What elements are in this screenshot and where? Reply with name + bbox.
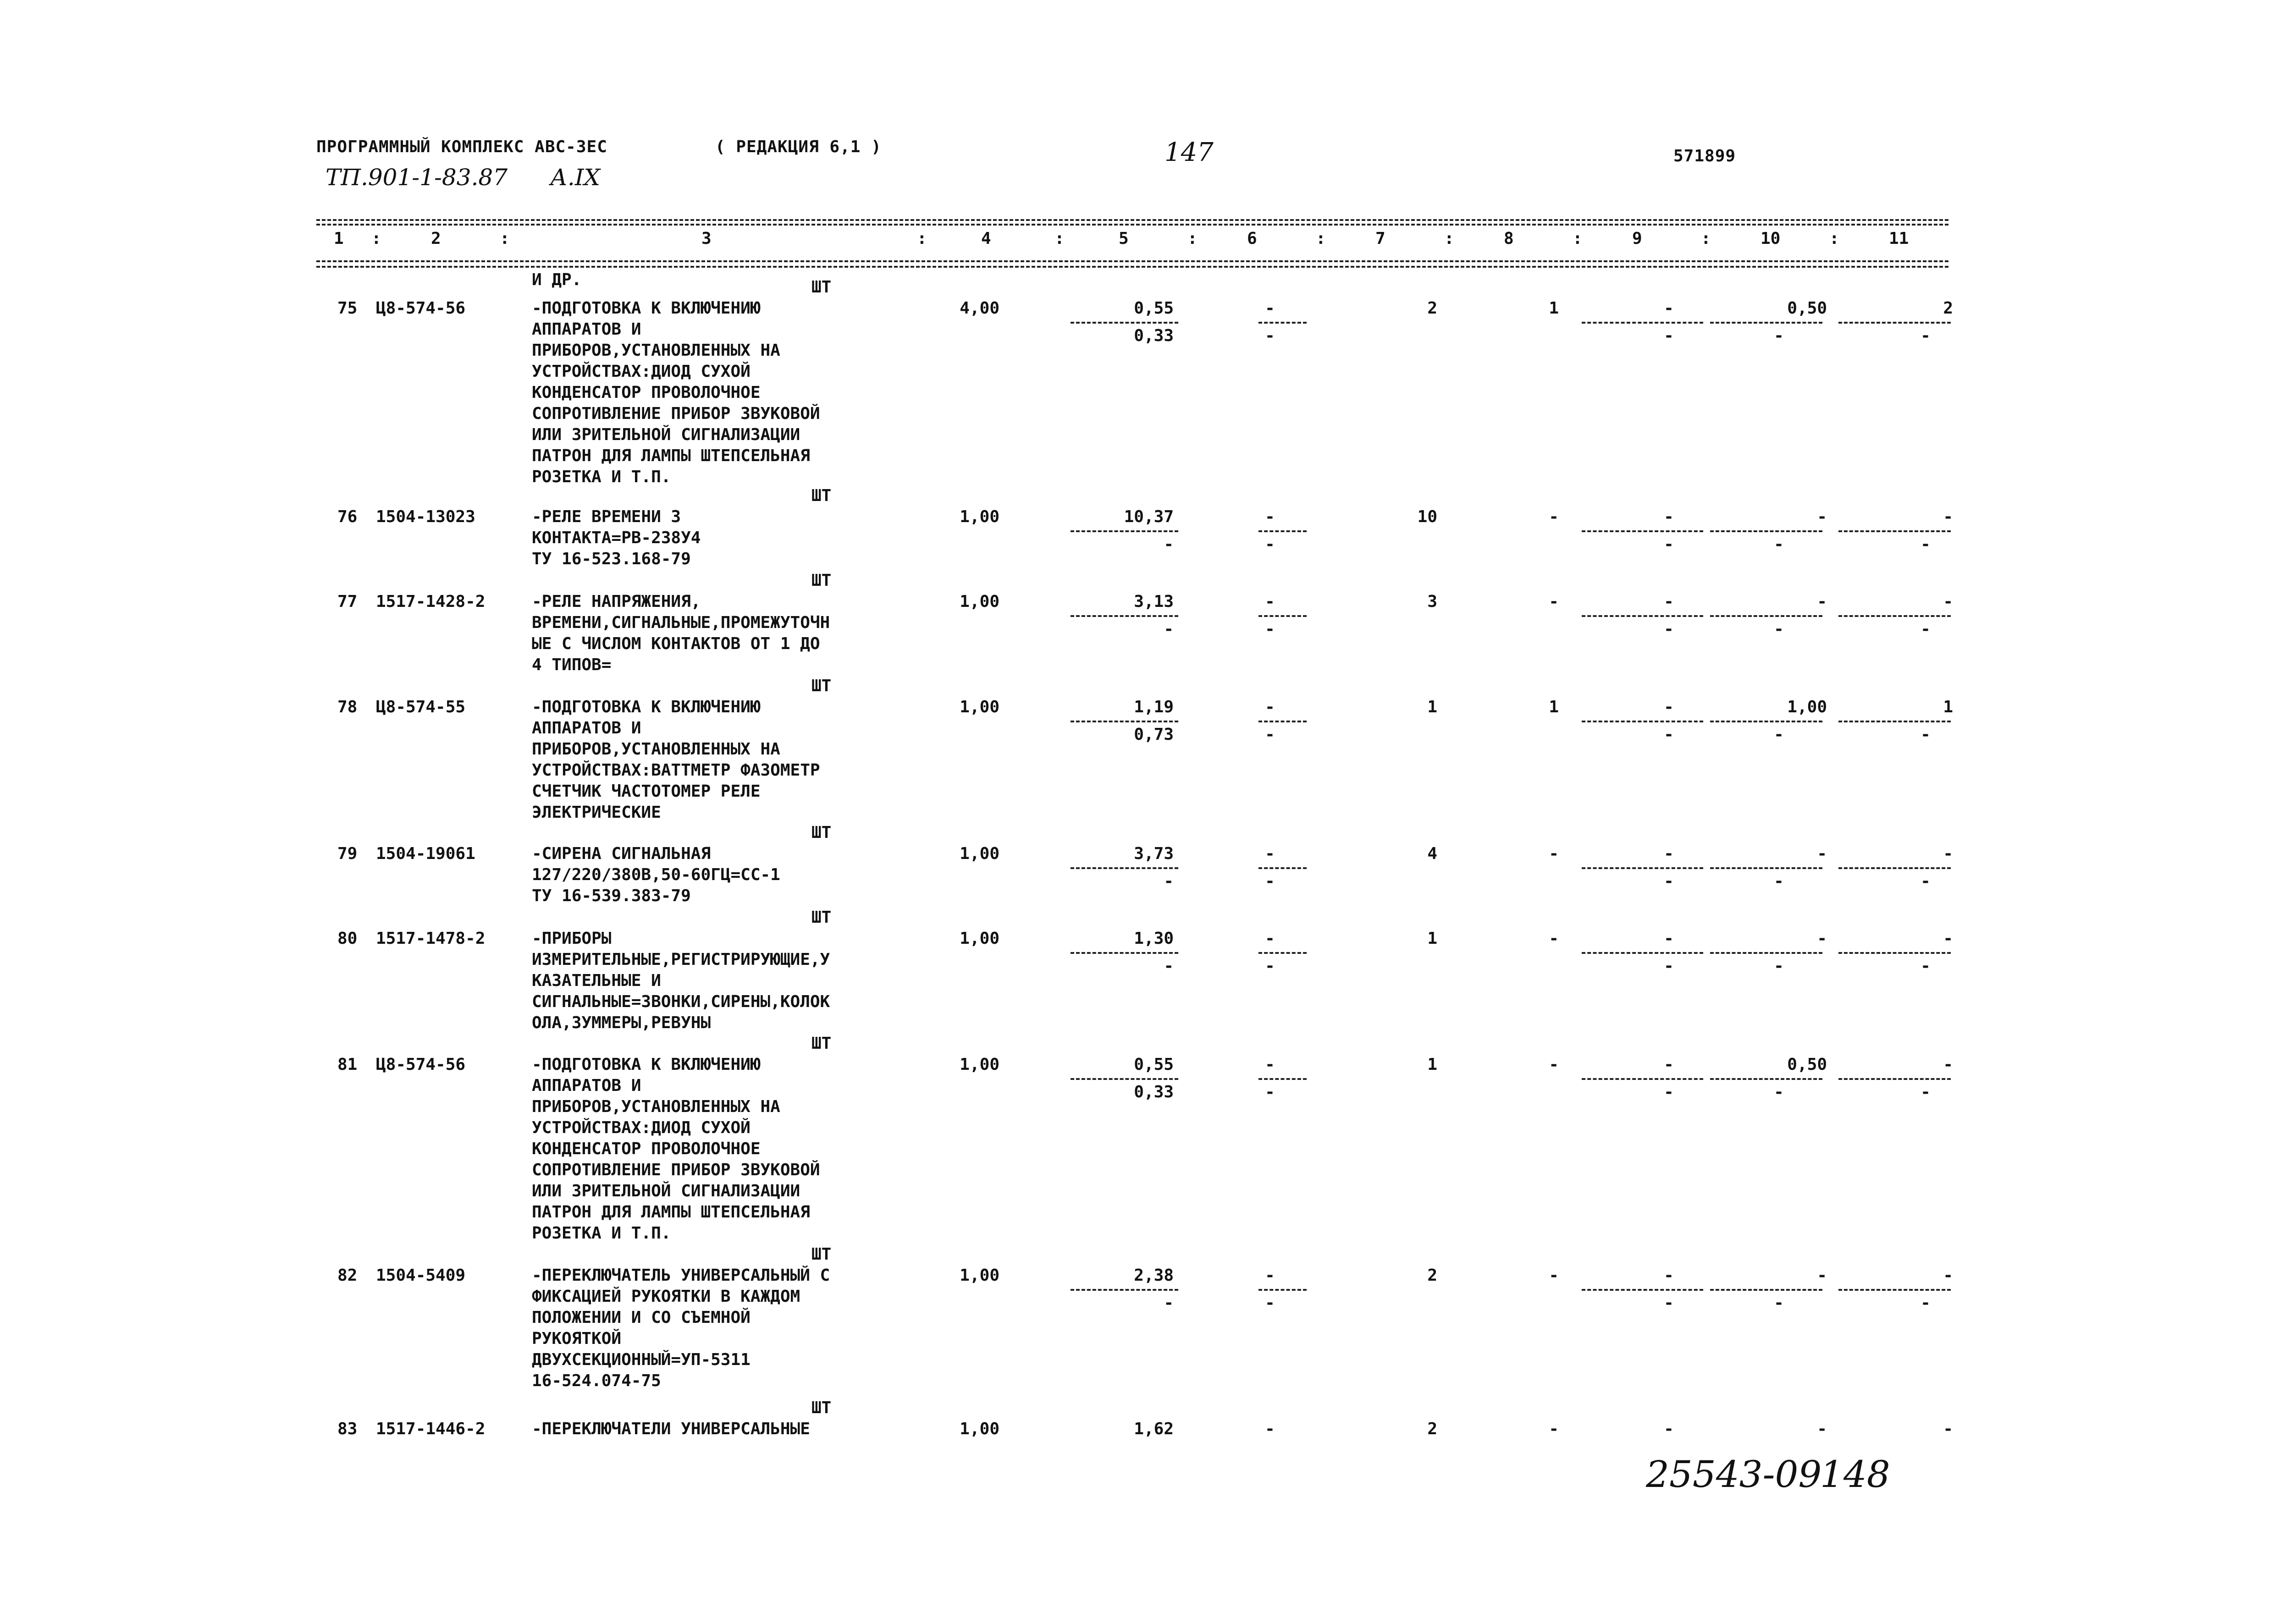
cell-divider-rule (1838, 1289, 1951, 1291)
cell-divider-rule (1071, 721, 1178, 722)
cell-c5b: - (1164, 956, 1174, 975)
cell-c6a: - (1265, 844, 1275, 863)
row-code: Ц8-574-56 (376, 1055, 466, 1074)
cell-c5a: 10,37 (1124, 507, 1174, 526)
cell-divider-rule (1838, 721, 1951, 722)
cell-c5b: - (1164, 619, 1174, 639)
cell-c6a: - (1265, 299, 1275, 318)
cell-c9b: - (1664, 534, 1674, 554)
cell-c6b: - (1265, 956, 1275, 975)
cell-divider-rule (1838, 1078, 1951, 1080)
cell-c10b: - (1774, 326, 1784, 345)
header-rule-bottom (316, 260, 1948, 262)
row-number: 83 (337, 1420, 358, 1438)
cell-c10b: - (1774, 619, 1784, 639)
cell-c6b: - (1265, 1082, 1275, 1101)
row-number: 76 (337, 507, 358, 526)
cell-c8: - (1549, 592, 1559, 611)
cell-c4: 1,00 (960, 592, 999, 611)
cell-c6b: - (1265, 326, 1275, 345)
column-number-11: 11 (1889, 229, 1909, 248)
cell-divider-rule (1582, 952, 1703, 954)
column-separator: : (1701, 229, 1711, 248)
cell-divider-rule (1710, 721, 1822, 722)
cell-c6b: - (1265, 534, 1275, 554)
cell-c5b: - (1164, 1293, 1174, 1312)
cell-c10a: 0,50 (1787, 1055, 1827, 1074)
page-number: 147 (1165, 138, 1214, 167)
row-number: 77 (337, 592, 358, 611)
column-separator: : (500, 229, 510, 248)
column-number-2: 2 (431, 229, 441, 248)
cell-c11b: - (1921, 725, 1931, 744)
cell-divider-rule (1838, 530, 1951, 532)
cell-divider-rule (1582, 867, 1703, 869)
cell-c4: 4,00 (960, 299, 999, 318)
cell-c6b: - (1265, 1293, 1275, 1312)
row-description: -СИРЕНА СИГНАЛЬНАЯ 127/220/380В,50-60ГЦ=СС-1 ТУ 16-539.383-79 (532, 844, 780, 905)
cell-divider-rule (1710, 867, 1822, 869)
column-separator: : (1573, 229, 1583, 248)
header-rule-top-2 (316, 224, 1948, 226)
cell-divider-rule (1582, 721, 1703, 722)
cell-c11b: - (1921, 534, 1931, 554)
column-number-8: 8 (1504, 229, 1514, 248)
cell-c7: 3 (1427, 592, 1437, 611)
column-number-4: 4 (981, 229, 991, 248)
cell-c10b: - (1774, 956, 1784, 975)
cell-divider-rule (1582, 530, 1703, 532)
cell-c11a: - (1943, 1055, 1953, 1074)
cell-c6a: - (1265, 929, 1275, 948)
cell-c11a: - (1943, 592, 1953, 611)
cell-c11b: - (1921, 1293, 1931, 1312)
row-code: 1504-13023 (376, 507, 475, 526)
cell-c5b: - (1164, 534, 1174, 554)
cell-divider-rule (1710, 1289, 1822, 1291)
column-separator: : (1054, 229, 1065, 248)
cell-divider-rule (1710, 530, 1822, 532)
cell-c9b: - (1664, 871, 1674, 891)
row-number: 82 (337, 1266, 358, 1285)
cell-c6b: - (1265, 725, 1275, 744)
cell-c10a: - (1817, 929, 1827, 948)
cell-c5a: 1,62 (1134, 1420, 1174, 1438)
cell-c5a: 3,13 (1134, 592, 1174, 611)
row-code: 1517-1478-2 (376, 929, 486, 948)
program-title: ПРОГРАММНЫЙ КОМПЛЕКС АВС-ЗЕС (316, 138, 607, 156)
cell-c11a: - (1943, 844, 1953, 863)
cell-c11b: - (1921, 956, 1931, 975)
cell-c8: - (1549, 1266, 1559, 1285)
cell-c8: - (1549, 507, 1559, 526)
cell-divider-rule (1710, 952, 1822, 954)
cell-c11a: - (1943, 1266, 1953, 1285)
album-code: А.IX (550, 164, 601, 191)
column-number-3: 3 (701, 229, 712, 248)
cell-c4: 1,00 (960, 1266, 999, 1285)
cell-c9b: - (1664, 956, 1674, 975)
cell-c6a: - (1265, 592, 1275, 611)
column-separator: : (1316, 229, 1326, 248)
row-description: -РЕЛЕ НАПРЯЖЕНИЯ, ВРЕМЕНИ,СИГНАЛЬНЫЕ,ПРОМЕЖУТОЧН ЫЕ С ЧИСЛОМ КОНТАКТОВ ОТ 1 ДО 4 ТИПОВ= (532, 592, 830, 674)
cell-c10b: - (1774, 1082, 1784, 1101)
row-description: -ПОДГОТОВКА К ВКЛЮЧЕНИЮ АППАРАТОВ И ПРИБОРОВ,УСТАНОВЛЕННЫХ НА УСТРОЙСТВАХ:ВАТТМЕТР ФАЗОМЕТР СЧЕТЧИК ЧАСТОТОМЕР РЕЛЕ ЭЛЕКТРИЧЕСКИЕ (532, 698, 820, 822)
cell-c7: 1 (1427, 1055, 1437, 1074)
cell-c7: 2 (1427, 1420, 1437, 1438)
row-description: -ПЕРЕКЛЮЧАТЕЛЬ УНИВЕРСАЛЬНЫЙ С ФИКСАЦИЕЙ РУКОЯТКИ В КАЖДОМ ПОЛОЖЕНИИ И СО СЪЕМНОЙ РУКОЯТКОЙ ДВУХСЕКЦИОННЫЙ=УП-5311 16-524.074-75 (532, 1266, 830, 1390)
unit-label: ШТ (811, 571, 832, 590)
column-separator: : (1444, 229, 1454, 248)
column-number-1: 1 (334, 229, 344, 248)
row-code: Ц8-574-56 (376, 299, 466, 318)
cell-c10a: 0,50 (1787, 299, 1827, 318)
cell-c4: 1,00 (960, 929, 999, 948)
column-separator: : (371, 229, 381, 248)
cell-c11a: - (1943, 507, 1953, 526)
row-code: 1517-1446-2 (376, 1420, 486, 1438)
cell-c7: 4 (1427, 844, 1437, 863)
cell-divider-rule (1582, 1289, 1703, 1291)
row-number: 75 (337, 299, 358, 318)
cell-c11b: - (1921, 871, 1931, 891)
cell-c10a: - (1817, 844, 1827, 863)
cell-c7: 10 (1417, 507, 1437, 526)
cell-c10b: - (1774, 725, 1784, 744)
continuation-text: И ДР. (532, 270, 582, 289)
row-number: 80 (337, 929, 358, 948)
cell-c10a: - (1817, 1266, 1827, 1285)
cell-c11a: 1 (1943, 698, 1953, 716)
column-number-5: 5 (1119, 229, 1129, 248)
cell-c9a: - (1664, 929, 1674, 948)
cell-c6a: - (1265, 698, 1275, 716)
cell-divider-rule (1071, 1289, 1178, 1291)
unit-label: ШТ (811, 677, 832, 695)
cell-c5a: 0,55 (1134, 1055, 1174, 1074)
cell-c7: 2 (1427, 1266, 1437, 1285)
cell-divider-rule (1258, 721, 1307, 722)
column-separator: : (1187, 229, 1198, 248)
cell-divider-rule (1582, 615, 1703, 617)
cell-divider-rule (1258, 867, 1307, 869)
cell-c5a: 0,55 (1134, 299, 1174, 318)
cell-c5b: 0,33 (1134, 1082, 1174, 1101)
row-number: 79 (337, 844, 358, 863)
cell-c6a: - (1265, 1055, 1275, 1074)
column-number-10: 10 (1761, 229, 1781, 248)
cell-c7: 2 (1427, 299, 1437, 318)
cell-c9a: - (1664, 592, 1674, 611)
row-description: -ПЕРЕКЛЮЧАТЕЛИ УНИВЕРСАЛЬНЫЕ (532, 1420, 810, 1438)
cell-c6a: - (1265, 1266, 1275, 1285)
cell-divider-rule (1071, 867, 1178, 869)
cell-c4: 1,00 (960, 698, 999, 716)
cell-divider-rule (1710, 322, 1822, 324)
cell-c8: 1 (1549, 698, 1559, 716)
cell-c5a: 2,38 (1134, 1266, 1174, 1285)
cell-c9b: - (1664, 1293, 1674, 1312)
cell-c11a: 2 (1943, 299, 1953, 318)
row-number: 78 (337, 698, 358, 716)
handwritten-sheet-number: 148 (1820, 1453, 1890, 1496)
cell-c5b: 0,73 (1134, 725, 1174, 744)
cell-c5b: - (1164, 871, 1174, 891)
cell-c4: 1,00 (960, 1420, 999, 1438)
cell-c9a: - (1664, 844, 1674, 863)
cell-c9a: - (1664, 507, 1674, 526)
cell-c6a: - (1265, 507, 1275, 526)
cell-c9a: - (1664, 1420, 1674, 1438)
project-code: ТП.901-1-83.87 (326, 164, 508, 191)
cell-divider-rule (1710, 1078, 1822, 1080)
row-code: Ц8-574-55 (376, 698, 466, 716)
header-rule-top (316, 219, 1948, 221)
cell-c11a: - (1943, 929, 1953, 948)
unit-label: ШТ (811, 1245, 832, 1264)
cell-c5a: 3,73 (1134, 844, 1174, 863)
cell-c8: - (1549, 1420, 1559, 1438)
cell-c7: 1 (1427, 698, 1437, 716)
row-description: -ПРИБОРЫ ИЗМЕРИТЕЛЬНЫЕ,РЕГИСТРИРУЮЩИЕ,У КАЗАТЕЛЬНЫЕ И СИГНАЛЬНЫЕ=ЗВОНКИ,СИРЕНЫ,КОЛОК ОЛА,ЗУММЕРЫ,РЕВУНЫ (532, 929, 830, 1032)
cell-c11b: - (1921, 619, 1931, 639)
cell-c9b: - (1664, 326, 1674, 345)
cell-divider-rule (1582, 322, 1703, 324)
cell-divider-rule (1838, 952, 1951, 954)
cell-c10b: - (1774, 1293, 1784, 1312)
cell-c10a: - (1817, 1420, 1827, 1438)
cell-divider-rule (1071, 322, 1178, 324)
row-description: -ПОДГОТОВКА К ВКЛЮЧЕНИЮ АППАРАТОВ И ПРИБОРОВ,УСТАНОВЛЕННЫХ НА УСТРОЙСТВАХ:ДИОД СУХОЙ КОНДЕНСАТОР ПРОВОЛОЧНОЕ СОПРОТИВЛЕНИЕ ПРИБОР ЗВУКОВОЙ ИЛИ ЗРИТЕЛЬНОЙ СИГНАЛИЗАЦИИ ПАТРОН ДЛЯ ЛАМПЫ ШТЕПСЕЛЬНАЯ РОЗЕТКА И Т.П. (532, 1055, 820, 1243)
cell-c11b: - (1921, 326, 1931, 345)
cell-divider-rule (1838, 867, 1951, 869)
unit-label: ШТ (811, 908, 832, 927)
cell-c10b: - (1774, 534, 1784, 554)
cell-c9a: - (1664, 1266, 1674, 1285)
cell-c9a: - (1664, 299, 1674, 318)
cell-c4: 1,00 (960, 844, 999, 863)
column-separator: : (917, 229, 927, 248)
cell-divider-rule (1258, 615, 1307, 617)
row-description: -ПОДГОТОВКА К ВКЛЮЧЕНИЮ АППАРАТОВ И ПРИБОРОВ,УСТАНОВЛЕННЫХ НА УСТРОЙСТВАХ:ДИОД СУХОЙ КОНДЕНСАТОР ПРОВОЛОЧНОЕ СОПРОТИВЛЕНИЕ ПРИБОР ЗВУКОВОЙ ИЛИ ЗРИТЕЛЬНОЙ СИГНАЛИЗАЦИИ ПАТРОН ДЛЯ ЛАМПЫ ШТЕПСЕЛЬНАЯ РОЗЕТКА И Т.П. (532, 299, 820, 486)
cell-c9b: - (1664, 619, 1674, 639)
cell-c8: - (1549, 929, 1559, 948)
cell-c10b: - (1774, 871, 1784, 891)
cell-c5a: 1,19 (1134, 698, 1174, 716)
cell-c11b: - (1921, 1082, 1931, 1101)
cell-divider-rule (1258, 1289, 1307, 1291)
handwritten-stamp: 25543-09 (1646, 1453, 1822, 1496)
cell-c5b: 0,33 (1134, 326, 1174, 345)
cell-c6b: - (1265, 871, 1275, 891)
cell-c8: - (1549, 1055, 1559, 1074)
cell-divider-rule (1258, 322, 1307, 324)
cell-divider-rule (1838, 322, 1951, 324)
cell-divider-rule (1258, 952, 1307, 954)
cell-divider-rule (1258, 530, 1307, 532)
cell-c9a: - (1664, 698, 1674, 716)
doc-code: 571899 (1673, 147, 1736, 165)
cell-divider-rule (1071, 530, 1178, 532)
cell-c6a: - (1265, 1420, 1275, 1438)
cell-c6b: - (1265, 619, 1275, 639)
unit-label: ШТ (811, 1398, 832, 1417)
row-code: 1504-19061 (376, 844, 475, 863)
cell-c9b: - (1664, 725, 1674, 744)
cell-c9b: - (1664, 1082, 1674, 1101)
cell-divider-rule (1838, 615, 1951, 617)
row-description: -РЕЛЕ ВРЕМЕНИ 3 КОНТАКТА=РВ-238У4 ТУ 16-523.168-79 (532, 507, 701, 568)
cell-divider-rule (1582, 1078, 1703, 1080)
cell-divider-rule (1710, 615, 1822, 617)
unit-label: ШТ (811, 1034, 832, 1053)
header-rule-bottom-2 (316, 266, 1948, 268)
cell-c4: 1,00 (960, 507, 999, 526)
column-number-9: 9 (1632, 229, 1642, 248)
cell-c10a: - (1817, 507, 1827, 526)
unit-label: ШТ (811, 486, 832, 505)
cell-divider-rule (1071, 952, 1178, 954)
cell-c11a: - (1943, 1420, 1953, 1438)
cell-divider-rule (1071, 1078, 1178, 1080)
row-code: 1504-5409 (376, 1266, 466, 1285)
cell-divider-rule (1258, 1078, 1307, 1080)
edition-label: ( РЕДАКЦИЯ 6,1 ) (715, 138, 882, 156)
column-separator: : (1829, 229, 1839, 248)
cell-c10a: 1,00 (1787, 698, 1827, 716)
cell-divider-rule (1071, 615, 1178, 617)
unit-label: ШТ (811, 823, 832, 842)
cell-c7: 1 (1427, 929, 1437, 948)
row-code: 1517-1428-2 (376, 592, 486, 611)
cell-c5a: 1,30 (1134, 929, 1174, 948)
cell-c8: 1 (1549, 299, 1559, 318)
column-number-7: 7 (1375, 229, 1385, 248)
row-number: 81 (337, 1055, 358, 1074)
cell-c9a: - (1664, 1055, 1674, 1074)
cell-c4: 1,00 (960, 1055, 999, 1074)
cell-c10a: - (1817, 592, 1827, 611)
unit-label: ШТ (811, 278, 832, 297)
cell-c8: - (1549, 844, 1559, 863)
column-number-6: 6 (1247, 229, 1257, 248)
